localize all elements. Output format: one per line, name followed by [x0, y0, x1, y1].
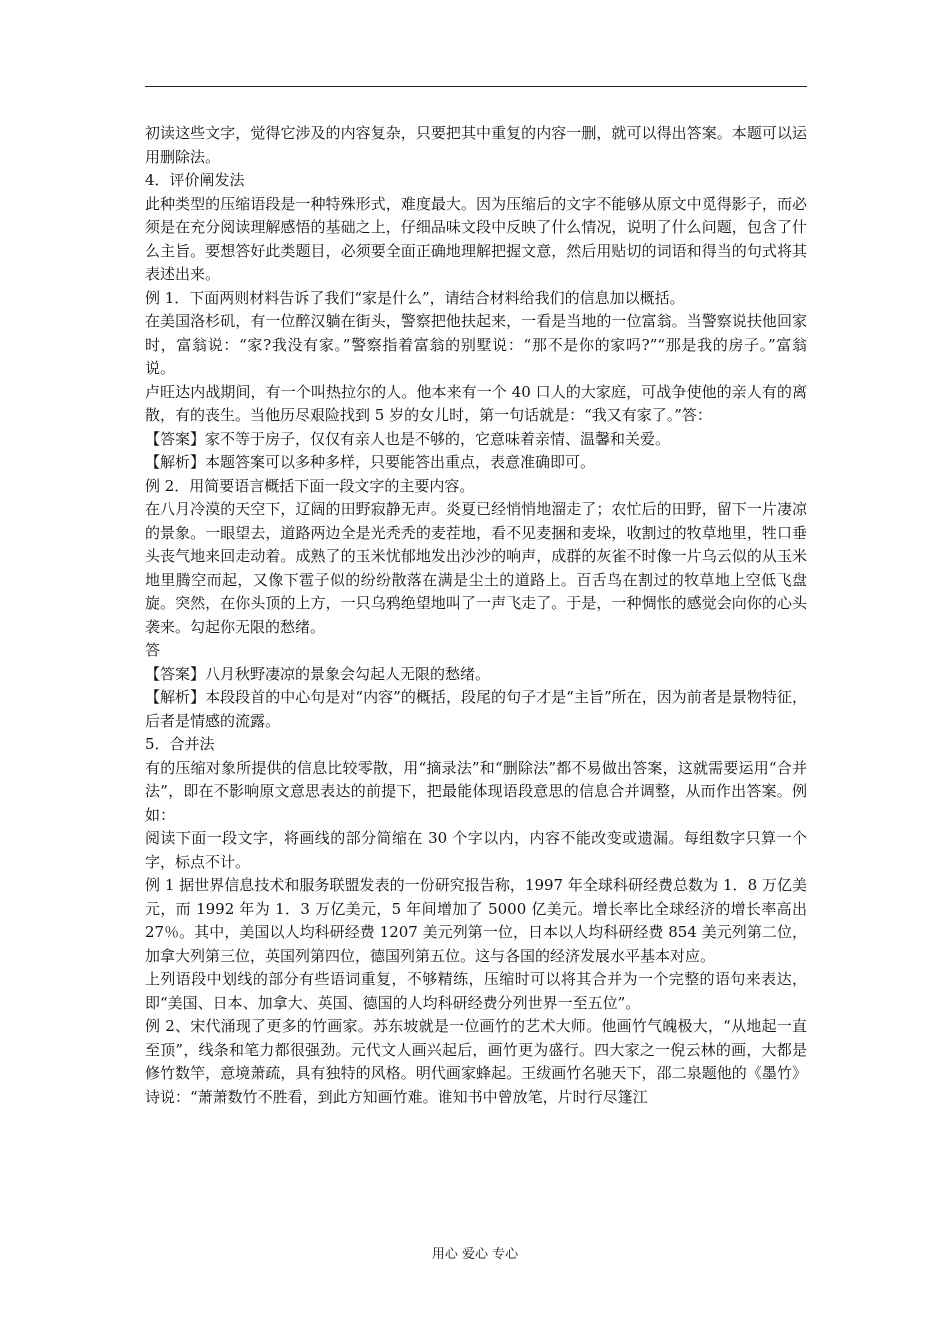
paragraph: 阅读下面一段文字，将画线的部分简缩在 30 个字以内，内容不能改变或遗漏。每组数字只算一个字，标点不计。: [145, 829, 807, 871]
paragraph: 此种类型的压缩语段是一种特殊形式，难度最大。因为压缩后的文字不能够从原文中觅得影子，而必须是在充分阅读理解感悟的基础之上，仔细品味文段中反映了什么情况，说明了什么问题，包含了什么主旨。要想答好此类题目，必须要全面正确地理解把握文意，然后用贴切的词语和得当的句式将其表述出来。: [145, 194, 807, 283]
paragraph: 卢旺达内战期间，有一个叫热拉尔的人。他本来有一个 40 口人的大家庭，可战争使他的亲人有的离散，有的丧生。当他历尽艰险找到 5 岁的女儿时，第一句话就是：“我又有家了。”答：: [145, 382, 807, 424]
paragraph: 例 1 据世界信息技术和服务联盟发表的一份研究报告称，1997 年全球科研经费总数为 1．8 万亿美元，而 1992 年为 1．3 万亿美元，5 年间增加了 5000 亿美元。增长率比全球经济的增长率高出 27％。其中，美国以人均科研经费 1207 美元列第一位，日本以人均科研经费 854 美元列第二位，加拿大列第三位，英国列第四位，德国列第五位。这与各国的经济发展水平基本对应。: [145, 876, 807, 965]
page-footer: 用心 爱心 专心: [431, 1247, 519, 1262]
paragraph: 有的压缩对象所提供的信息比较零散，用“摘录法”和“删除法”都不易做出答案，这就需要运用“合并法”，即在不影响原文意思表达的前提下，把最能体现语段意思的信息合并调整，从而作出答案。例如：: [145, 758, 807, 824]
header-rule: [145, 86, 807, 87]
answer: 【答案】八月秋野凄凉的景象会勾起人无限的愁绪。: [145, 664, 491, 683]
answer: 【答案】家不等于房子，仅仅有亲人也是不够的，它意味着亲情、温馨和关爱。: [145, 429, 671, 448]
section-heading: 5．合并法: [145, 735, 215, 753]
section-heading: 4．评价阐发法: [145, 171, 245, 189]
example-question: 例 1．下面两则材料告诉了我们“家是什么”，请结合材料给我们的信息加以概括。: [145, 288, 685, 307]
paragraph: 在八月冷漠的天空下，辽阔的田野寂静无声。炎夏已经悄悄地溜走了；农忙后的田野，留下一片凄凉的景象。一眼望去，道路两边全是光秃秃的麦茬地，看不见麦捆和麦垛，收割过的牧草地里，牲口垂头丧气地来回走动着。成熟了的玉米忧郁地发出沙沙的响声，成群的灰雀不时像一片乌云似的从玉米地里腾空而起，又像下雹子似的纷纷散落在满是尘土的道路上。百舌鸟在割过的牧草地上空低飞盘旋。突然，在你头顶的上方，一只乌鸦绝望地叫了一声飞走了。于是，一种惆怅的感觉会向你的心头袭来。勾起你无限的愁绪。: [145, 500, 807, 636]
document-body: [145, 122, 807, 1109]
analysis: 【解析】本段段首的中心句是对“内容”的概括，段尾的句子才是“主旨”所在，因为前者是景物特征，后者是情感的流露。: [145, 688, 807, 730]
example-question: 例 2．用简要语言概括下面一段文字的主要内容。: [145, 476, 475, 495]
paragraph: 上列语段中划线的部分有些语词重复，不够精练，压缩时可以将其合并为一个完整的语句来表达，即“美国、日本、加拿大、英国、德国的人均科研经费分列世界一至五位”。: [145, 970, 807, 1012]
analysis: 【解析】本题答案可以多种多样，只要能答出重点，表意准确即可。: [145, 453, 596, 471]
paragraph: 在美国洛杉矶，有一位醉汉躺在街头，警察把他扶起来，一看是当地的一位富翁。当警察说扶他回家时，富翁说：“家?我没有家。”警察指着富翁的别墅说：“那不是你的家吗?”“那是我的房子。”富翁说。: [145, 312, 807, 377]
answer-label: 答: [145, 641, 161, 659]
paragraph: 例 2、宋代涌现了更多的竹画家。苏东坡就是一位画竹的艺术大师。他画竹气魄极大，“从地起一直至顶”，线条和笔力都很强劲。元代文人画兴起后，画竹更为盛行。四大家之一倪云林的画，大都是修竹数竿，意境萧疏，具有独特的风格。明代画家蜂起。王绂画竹名驰天下，邵二泉题他的《墨竹》诗说：“萧萧数竹不胜看，到此方知画竹难。谁知书中曾放笔，片时行尽篷江: [145, 1017, 807, 1106]
paragraph: 初读这些文字，觉得它涉及的内容复杂，只要把其中重复的内容一删，就可以得出答案。本题可以运用删除法。: [145, 124, 807, 166]
